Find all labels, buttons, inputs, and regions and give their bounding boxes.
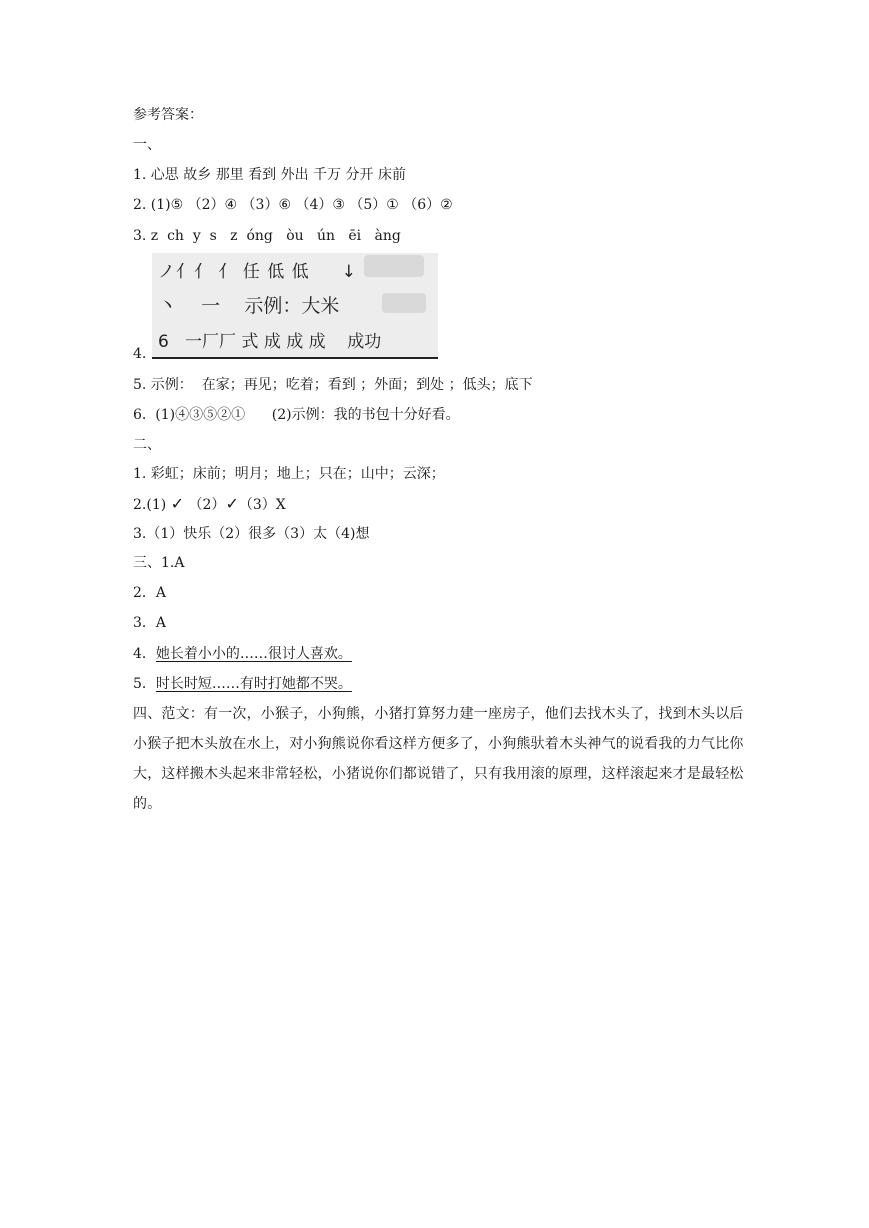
- answer-heading: 参考答案：: [133, 107, 203, 123]
- stroke-row-2: 丶 一 示例：大米: [158, 295, 340, 317]
- stroke-row-3: 6 一厂厂 式 成 成 成 成功: [158, 332, 382, 352]
- section-one-label: 一、: [133, 137, 161, 153]
- q3-item-2: 2．A: [133, 585, 167, 601]
- q1-item-2: 2. (1)⑤ （2）④ （3）⑥ （4）③ （5）① （6）②: [133, 197, 453, 213]
- image-smudge: [382, 293, 426, 313]
- q2-item-3: 3.（1）快乐（2）很多（3）太（4)想: [133, 526, 370, 542]
- q2-item-2-part-2: （2）: [188, 497, 226, 513]
- stroke-order-image: [152, 253, 438, 357]
- check-mark-icon: ✓: [225, 494, 239, 513]
- check-mark-icon: ✓: [170, 494, 185, 513]
- q2-item-1: 1. 彩虹；床前；明月；地上；只在；山中；云深；: [133, 466, 445, 482]
- q3-item-4-number: 4．: [133, 646, 156, 662]
- q2-item-2: [133, 495, 286, 514]
- image-smudge: [364, 255, 424, 277]
- section-two-label: 二、: [133, 437, 161, 453]
- q3-item-5-answer: 时长时短……有时打她都不哭。: [155, 676, 352, 692]
- q3-item-4: [133, 645, 352, 663]
- q1-item-6: 6. (1)④③⑤②① (2)示例：我的书包十分好看。: [133, 407, 460, 423]
- q3-item-5: [133, 675, 352, 693]
- essay-paragraph: 四、范文：有一次，小猴子，小狗熊，小猪打算努力建一座房子，他们去找木头了，找到木头以后小猴子把木头放在水上，对小狗熊说你看这样方便多了，小狗熊驮着木头神气的说看我的力气比你大，这样搬木头起来非常轻松，小猪说你们都说错了，只有我用滚的原理，这样滚起来才是最轻松的。: [133, 706, 744, 812]
- q2-item-2-part-3: （3）X: [238, 497, 286, 513]
- stroke-row-1: ノ亻亻 亻 任 低 低 ↓: [158, 262, 357, 282]
- q2-item-2-part-1: 2.(1): [133, 497, 167, 513]
- q1-item-3: 3. z ch y s z óng òu ún ēi àng: [133, 228, 401, 244]
- q3-item-3: 3．A: [133, 615, 167, 631]
- image-underline: [152, 357, 438, 359]
- q3-item-5-number: 5．: [133, 676, 156, 692]
- q1-item-4-number: 4.: [133, 346, 147, 362]
- q1-item-5: 5. 示例： 在家；再见；吃着；看到 ；外面；到处 ；低头；底下: [133, 377, 533, 393]
- q3-item-4-answer: 她长着小小的……很讨人喜欢。: [155, 646, 352, 662]
- q1-item-1: 1. 心思 故乡 那里 看到 外出 千万 分开 床前: [133, 167, 406, 183]
- section-three-item-1: 三、1.A: [133, 555, 185, 571]
